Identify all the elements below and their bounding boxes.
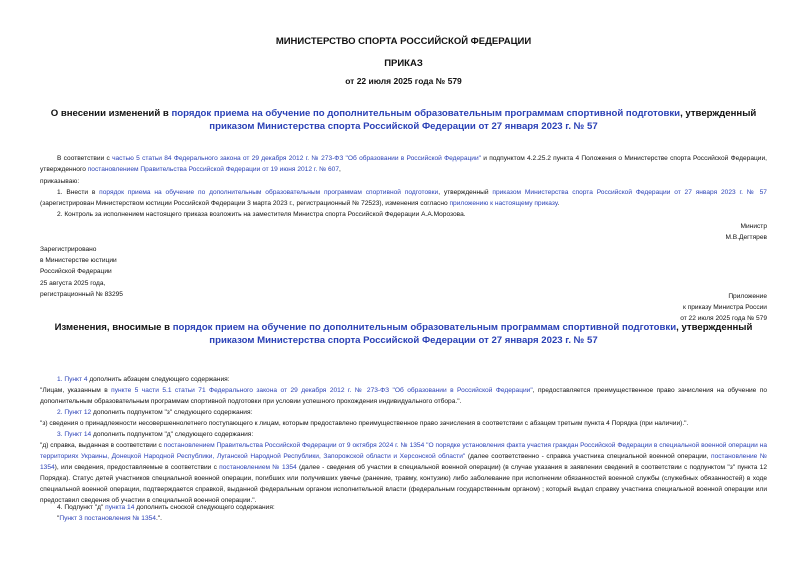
change-3-quote-text: (далее соответственно - справка участника специальной военной операции, bbox=[465, 453, 712, 461]
registration-line: 25 августа 2025 года, bbox=[40, 279, 106, 287]
appendix-title-text: Изменения, вносимые в bbox=[54, 322, 173, 333]
appendix-line: к приказу Министра России bbox=[682, 304, 767, 312]
appendix-title-link-prikaz[interactable]: приказом Министерства спорта Российской Федерации от 27 января 2023 г. № 57 bbox=[209, 335, 598, 346]
preamble-text: В соответствии с bbox=[57, 155, 113, 162]
change-1-quote-text: "Лицам, указанным в bbox=[40, 387, 112, 394]
item-1 bbox=[40, 187, 767, 209]
change-2-quote: "з) сведения о принадлежности несовершеннолетнего поступающего к лицам, которым предоставлено преимущественное право зачисления в соответствии с абзацем третьим пункта 4 Порядка (при наличии).". bbox=[40, 420, 689, 427]
change-3-quote-text: ; который выдал справку участника специальной военной операции или предоставил сведения об участии в специальной военной операции.". bbox=[40, 486, 768, 505]
document-title bbox=[40, 107, 767, 133]
title-text: О внесении изменений в bbox=[50, 108, 172, 119]
title-text: , утвержденный bbox=[680, 108, 757, 119]
change-1-quote bbox=[40, 385, 767, 407]
preamble-text: и подпунктом 4.2.25.2 пункта 4 Положения о Министерстве спорта Российской Федерации, утвержденного bbox=[40, 155, 767, 174]
change-3-quote-text: "д) справка, выданная в соответствии с bbox=[40, 442, 164, 449]
change-4-quote-text: .". bbox=[155, 515, 162, 522]
link-law-article-71[interactable]: пункте 5 части 5.1 статьи 71 Федерального закона от 29 декабря 2012 г. № 273-ФЗ "Об образовании в Российской Федерации" bbox=[111, 387, 533, 394]
change-1 bbox=[40, 374, 767, 385]
change-1-quote-text: , предоставляется преимущественное право зачисления на обучение по дополнительным образовательным программам спортивной подготовки при условии успешного прохождения индивидуального отбора.". bbox=[40, 387, 767, 406]
signature-name: М.В.Дегтярев bbox=[725, 234, 767, 242]
appendix-title bbox=[40, 321, 767, 347]
link-appendix[interactable]: приложению к настоящему приказу bbox=[449, 200, 558, 208]
appendix-block bbox=[680, 291, 767, 324]
link-decree-item-3[interactable]: Пункт 3 постановления № 1354 bbox=[59, 515, 156, 522]
change-2 bbox=[40, 407, 767, 418]
signature-position: Министр bbox=[740, 223, 767, 230]
title-link-order[interactable]: порядок приема на обучение по дополнительным образовательным программам спортивной подготовки bbox=[171, 108, 681, 119]
change-3-quote bbox=[40, 440, 767, 507]
link-admission-order[interactable]: порядок приема на обучение по дополнительным образовательным программам спортивной подготовки bbox=[99, 189, 439, 196]
ministry-name: МИНИСТЕРСТВО СПОРТА РОССИЙСКОЙ ФЕДЕРАЦИИ bbox=[275, 36, 532, 47]
document-date-number: от 22 июля 2025 года № 579 bbox=[345, 76, 462, 86]
change-3 bbox=[40, 429, 767, 440]
preamble-text: , bbox=[339, 166, 341, 174]
change-4-quote-text: " bbox=[57, 515, 60, 522]
change-4-text: дополнить сноской следующего содержания: bbox=[134, 504, 275, 511]
change-2-text: дополнить подпунктом "з" следующего содержания: bbox=[91, 409, 253, 416]
link-decree-1354-short[interactable]: постановление № 1354 bbox=[40, 453, 767, 472]
appendix-line: от 22 июля 2025 года № 579 bbox=[680, 315, 767, 323]
registration-line: Российской Федерации bbox=[40, 268, 112, 276]
change-3-text: дополнить подпунктом "д" следующего содержания: bbox=[91, 431, 254, 438]
link-government-decree[interactable]: постановлением Правительства Российской Федерации от 19 июня 2012 г. № 607 bbox=[87, 166, 339, 174]
change-1-text: дополнить абзацем следующего содержания: bbox=[87, 376, 230, 383]
registration-line: регистрационный № 83295 bbox=[40, 290, 123, 298]
change-4-quote bbox=[40, 513, 767, 524]
appendix-line: Приложение bbox=[728, 293, 767, 300]
registration-line: в Министерстве юстиции bbox=[40, 257, 117, 265]
item-1-text: (зарегистрирован Министерством юстиции Российской Федерации 3 марта 2023 г., регистрационный № 72523), изменения согласно bbox=[40, 200, 450, 208]
document-type: ПРИКАЗ bbox=[384, 58, 423, 69]
item-2: 2. Контроль за исполнением настоящего приказа возложить на заместителя Министра спорта Российской Федерации А.А.Морозова. bbox=[57, 211, 466, 218]
item-1-text: , утвержденный bbox=[438, 189, 493, 196]
link-paragraph-14[interactable]: 3. Пункт 14 bbox=[57, 431, 92, 438]
link-paragraph-14-sub[interactable]: пункта 14 bbox=[105, 504, 135, 511]
item-1-text: 1. Внести в bbox=[57, 189, 100, 196]
appendix-title-text: , утвержденный bbox=[676, 322, 753, 333]
link-paragraph-12[interactable]: 2. Пункт 12 bbox=[57, 409, 92, 416]
preamble-paragraph bbox=[40, 153, 767, 175]
appendix-title-link-order[interactable]: порядок прием на обучение по дополнительным образовательным программам спортивной подготовки bbox=[172, 322, 677, 333]
registration-block bbox=[40, 244, 123, 300]
change-3-quote-text: (далее - сведения об участии в специальной военной операции) (в случае указания в заявлении сведений в соответствии с подпунктом "з" пункта 12 Порядка). Статус детей участников специальной военной операции, погибших или получивших увечье (ранение, травму, контузию) либо заболевание при исполнении обязанностей военной службы (служебных обязанностей) в ходе специальной военной операции, подтверждается справкой, выданной федеральным органом исполнительной власти (федеральным государственным органом) bbox=[40, 464, 767, 494]
link-ministry-order[interactable]: приказом Министерства спорта Российской Федерации от 27 января 2023 г. № 57 bbox=[492, 189, 767, 196]
link-decree-1354-short[interactable]: постановлением № 1354 bbox=[219, 464, 297, 472]
title-link-prikaz[interactable]: приказом Министерства спорта Российской Федерации от 27 января 2023 г. № 57 bbox=[209, 121, 598, 132]
change-4 bbox=[40, 502, 767, 513]
link-decree-1354[interactable]: постановлением Правительства Российской Федерации от 9 октября 2024 г. № 1354 "О порядке установления факта участия граждан Российской Федерации в специальной военной операции на территориях Украины, Донецкой Народной Республики, Луганской Народной Республики, Запорожской области и Херсонской области" bbox=[40, 442, 767, 461]
link-federal-law[interactable]: частью 5 статьи 84 Федерального закона от 29 декабря 2012 г. № 273-ФЗ "Об образовании в Российской Федерации" bbox=[112, 155, 481, 162]
item-1-text: . bbox=[557, 200, 560, 208]
registration-line: Зарегистрировано bbox=[40, 246, 97, 253]
change-4-text: 4. Подпункт "д" bbox=[57, 504, 106, 511]
preamble-order-word: приказываю: bbox=[40, 178, 80, 185]
change-3-quote-text: ), или сведения, предоставляемые в соответствии с bbox=[54, 464, 220, 472]
link-paragraph-4[interactable]: 1. Пункт 4 bbox=[57, 376, 88, 383]
signature-block bbox=[725, 221, 767, 243]
